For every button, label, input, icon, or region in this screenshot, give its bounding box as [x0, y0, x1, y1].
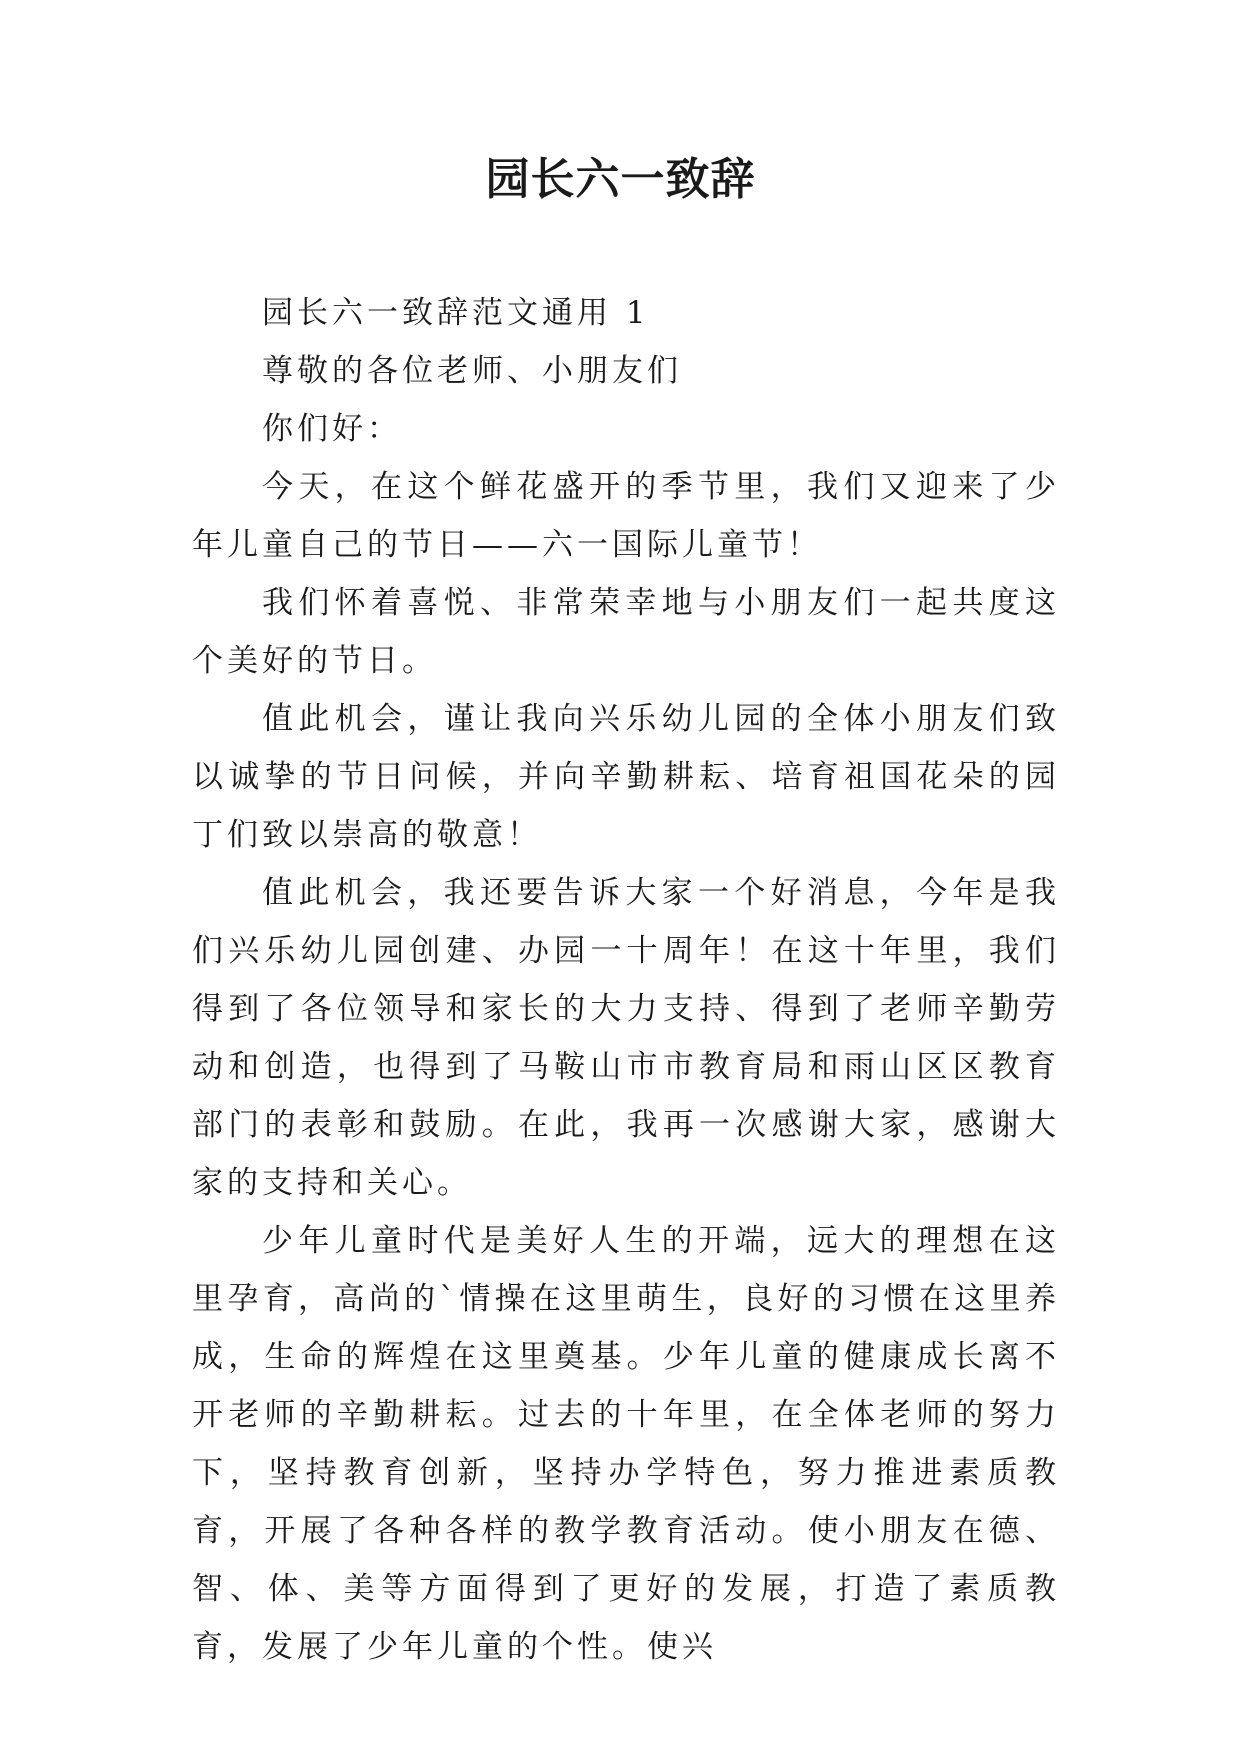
- paragraph: 值此机会，谨让我向兴乐幼儿园的全体小朋友们致以诚挚的节日问候，并向辛勤耕耘、培育祖国花朵的园丁们致以崇高的敬意！: [192, 701, 1060, 853]
- paragraph: 值此机会，我还要告诉大家一个好消息，今年是我们兴乐幼儿园创建、办园一十周年！在这十年里，我们得到了各位领导和家长的大力支持、得到了老师辛勤劳动和创造，也得到了马鞍山市市教育局和雨山区区教育部门的表彰和鼓励。在此，我再一次感谢大家，感谢大家的支持和关心。: [192, 875, 1060, 1201]
- paragraph-heading: 园长六一致辞范文通用 1: [262, 295, 650, 331]
- document-body: [192, 284, 1060, 1676]
- paragraph: 少年儿童时代是美好人生的开端，远大的理想在这里孕育，高尚的`情操在这里萌生，良好的习惯在这里养成，生命的辉煌在这里奠基。少年儿童的健康成长离不开老师的辛勤耕耘。过去的十年里，在全体老师的努力下，坚持教育创新，坚持办学特色，努力推进素质教育，开展了各种各样的教学教育活动。使小朋友在德、智、体、美等方面得到了更好的发展，打造了素质教育，发展了少年儿童的个性。使兴: [192, 1223, 1060, 1665]
- paragraph-greeting: 你们好：: [262, 411, 402, 447]
- paragraph: 今天，在这个鲜花盛开的季节里，我们又迎来了少年儿童自己的节日——六一国际儿童节！: [192, 469, 1060, 563]
- paragraph-salutation: 尊敬的各位老师、小朋友们: [262, 353, 682, 389]
- page-title: 园长六一致辞: [485, 154, 756, 205]
- paragraph: 我们怀着喜悦、非常荣幸地与小朋友们一起共度这个美好的节日。: [192, 585, 1060, 679]
